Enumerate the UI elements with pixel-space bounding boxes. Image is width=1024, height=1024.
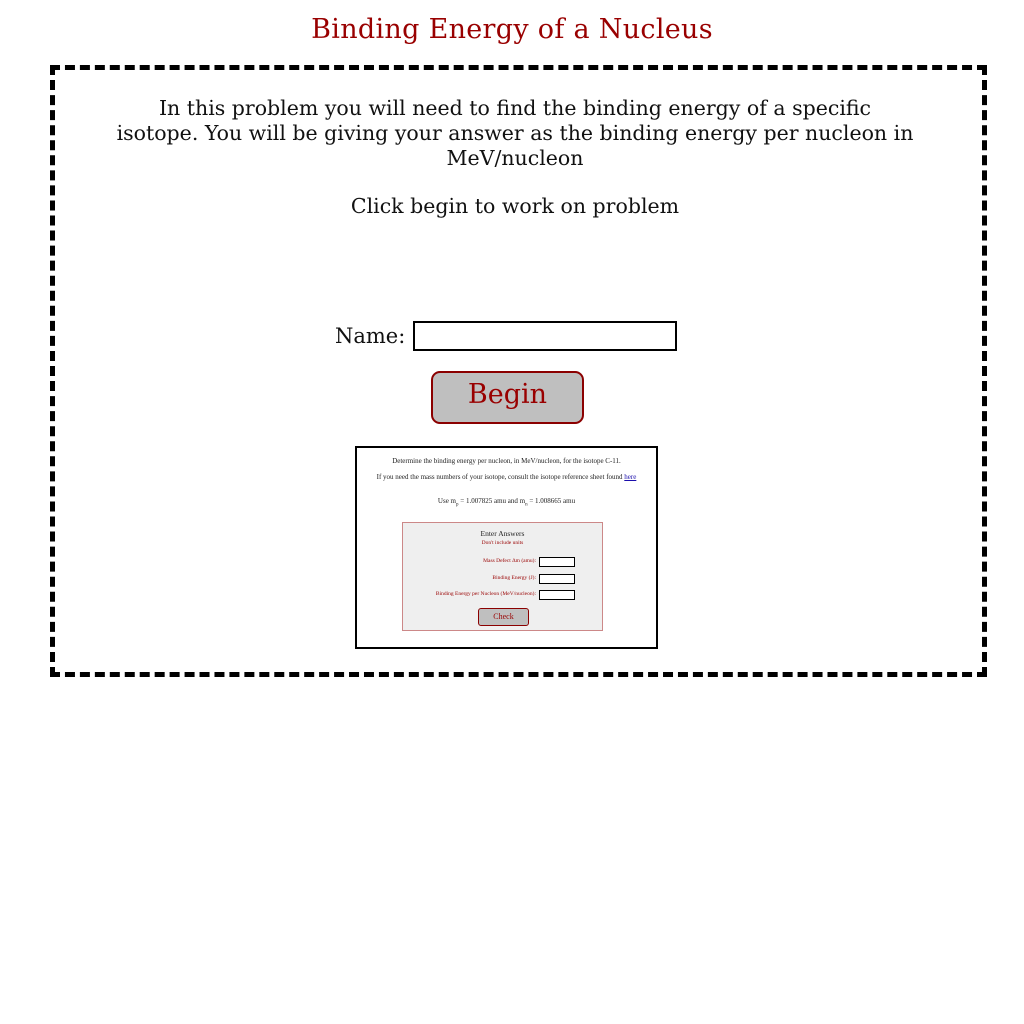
- answer-row-binding-energy-per-nucleon: [403, 590, 602, 600]
- mass-prefix: Use m: [437, 497, 457, 505]
- mass-middle: = 1.007825 amu and m: [458, 497, 526, 505]
- answer-label: Binding Energy per Nucleon (MeV/nucleon):: [435, 591, 536, 597]
- mass-suffix: = 1.008665 amu: [527, 497, 576, 505]
- name-input[interactable]: [413, 321, 677, 351]
- answer-label: Binding Energy (J):: [492, 575, 536, 581]
- answers-note: Don't include units: [481, 540, 524, 546]
- preview-reference: [357, 473, 656, 482]
- answer-row-binding-energy: [403, 574, 602, 584]
- problem-preview-image: [355, 446, 658, 649]
- preview-question: Determine the binding energy per nucleon, in MeV/nucleon, for the isotope C-11.: [392, 457, 621, 465]
- answer-field: [539, 590, 575, 600]
- answer-label: Mass Defect Δm (amu):: [483, 558, 536, 564]
- mass-p-sub: p: [456, 502, 459, 508]
- page-title: Binding Energy of a Nucleus: [311, 14, 713, 45]
- answers-title: Enter Answers: [480, 529, 525, 538]
- name-row: [335, 320, 677, 352]
- intro-description: In this problem you will need to find the binding energy of a specific isotope. You will be giving your answer as the binding energy per nucleon in MeV/nucleon: [116, 96, 914, 170]
- answer-row-mass-defect: [403, 557, 602, 567]
- preview-reference-link: here: [624, 473, 637, 481]
- preview-masses: [357, 497, 656, 510]
- begin-hint: Click begin to work on problem: [350, 194, 680, 218]
- name-label: Name:: [335, 324, 406, 348]
- problem-frame: [50, 65, 987, 677]
- preview-reference-text: If you need the mass numbers of your isotope, consult the isotope reference sheet found: [376, 473, 623, 481]
- mass-n-sub: n: [525, 502, 528, 508]
- answer-field: [539, 574, 575, 584]
- check-button: Check: [478, 608, 529, 626]
- answer-field: [539, 557, 575, 567]
- begin-button[interactable]: Begin: [431, 371, 584, 424]
- answer-box: [402, 522, 603, 631]
